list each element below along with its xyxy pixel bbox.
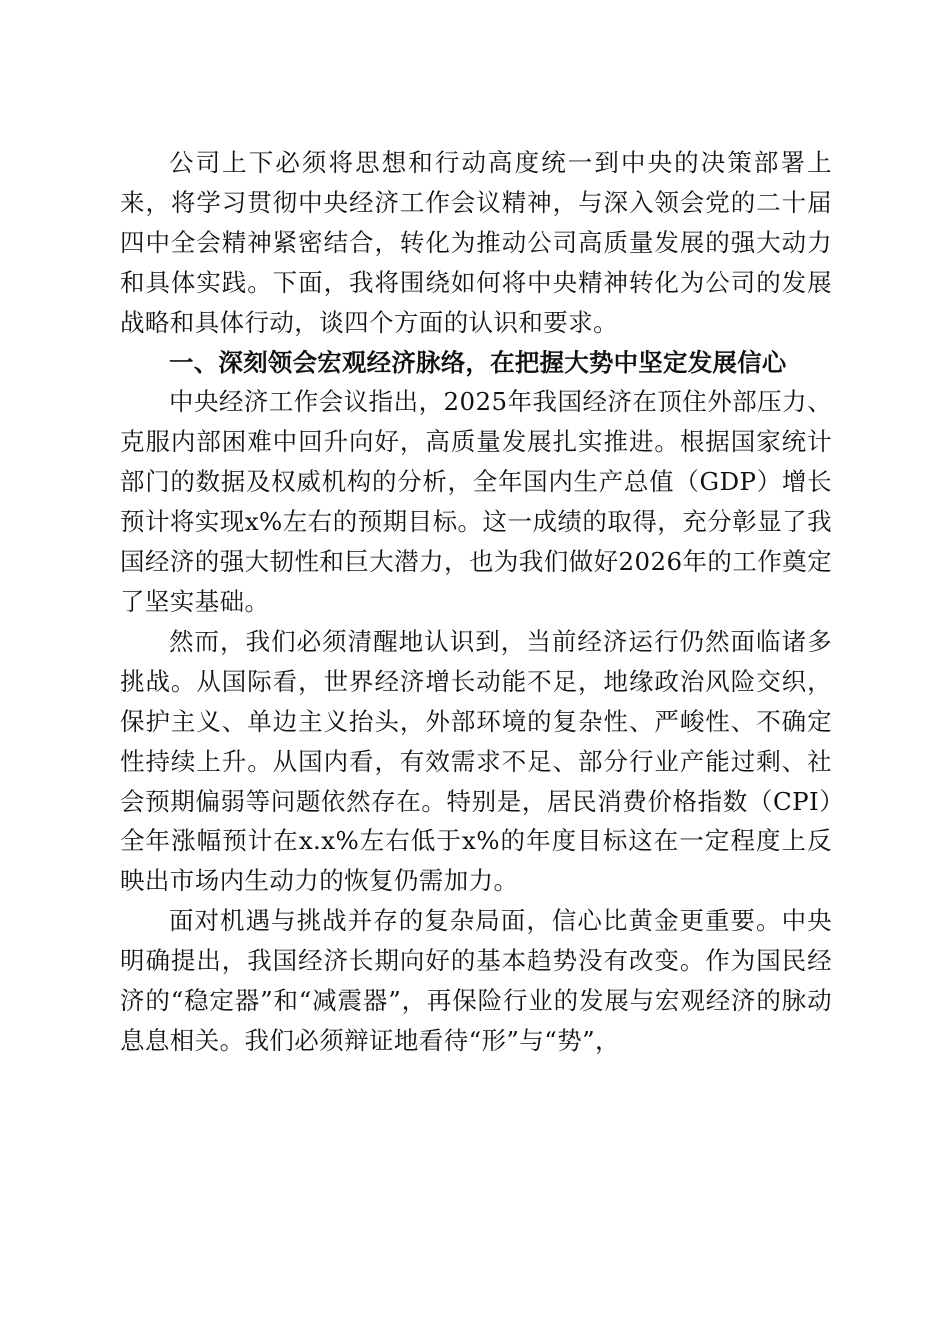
body-paragraph-1: 中央经济工作会议指出，2025年我国经济在顶住外部压力、克服内部困难中回升向好，高质量发展扎实推进。根据国家统计部门的数据及权威机构的分析，全年国内生产总值（GDP）增长预计将实现x%左右的预期目标。这一成绩的取得，充分彰显了我国经济的强大韧性和巨大潜力，也为我们做好2026年的工作奠定了坚实基础。 [120,387,832,616]
body-paragraph-3: 面对机遇与挑战并存的复杂局面，信心比黄金更重要。中央明确提出，我国经济长期向好的基本趋势没有改变。作为国民经济的“稳定器”和“减震器”，再保险行业的发展与宏观经济的脉动息息相关。我们必须辩证地看待“形”与“势”， [120,906,832,1055]
intro-paragraph: 公司上下必须将思想和行动高度统一到中央的决策部署上来，将学习贯彻中央经济工作会议精神，与深入领会党的二十届四中全会精神紧密结合，转化为推动公司高质量发展的强大动力和具体实践。下面，我将围绕如何将中央精神转化为公司的发展战略和具体行动，谈四个方面的认识和要求。 [120,148,832,337]
section-heading: 一、深刻领会宏观经济脉络，在把握大势中坚定发展信心 [169,347,787,377]
body-paragraph-2: 然而，我们必须清醒地认识到，当前经济运行仍然面临诸多挑战。从国际看，世界经济增长动能不足，地缘政治风险交织，保护主义、单边主义抬头，外部环境的复杂性、严峻性、不确定性持续上升。从国内看，有效需求不足、部分行业产能过剩、社会预期偏弱等问题依然存在。特别是，居民消费价格指数（CPI）全年涨幅预计在x.x%左右低于x%的年度目标这在一定程度上反映出市场内生动力的恢复仍需加力。 [120,626,832,896]
